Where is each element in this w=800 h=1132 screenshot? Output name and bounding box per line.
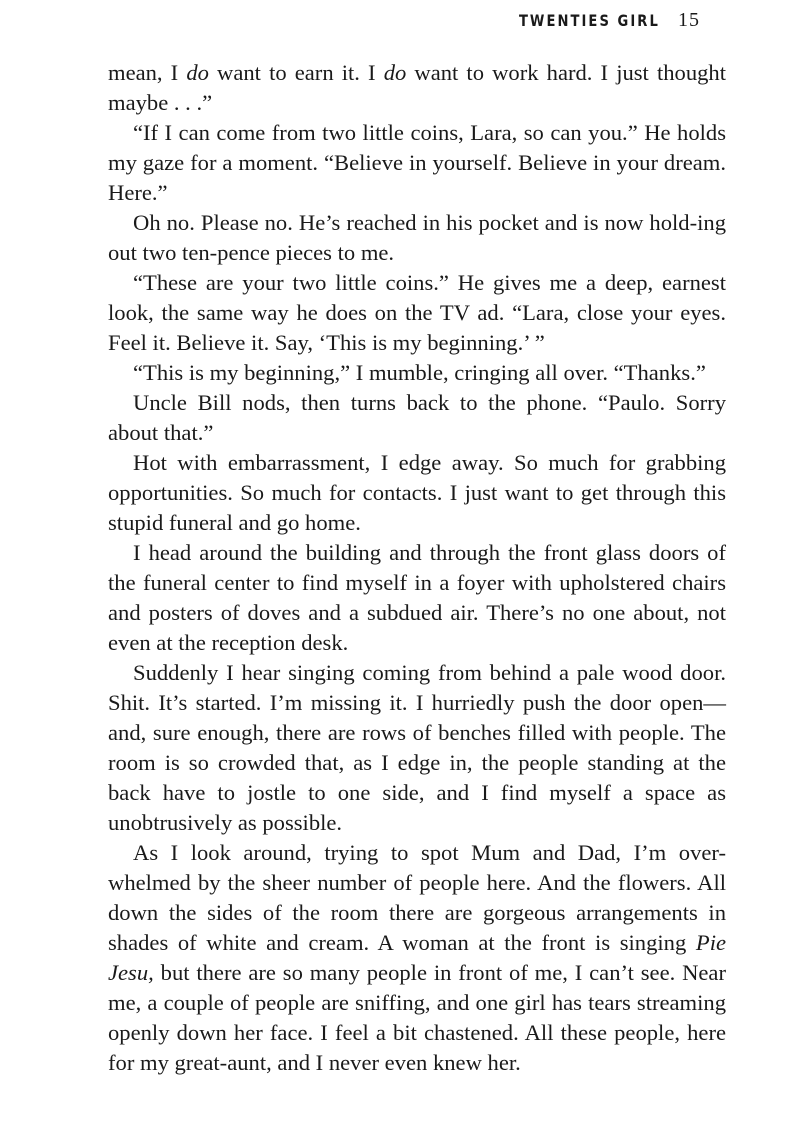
paragraph xyxy=(108,208,726,268)
italic-text: do xyxy=(383,60,407,85)
text-run: want to work hard. I just thought maybe . . .” xyxy=(108,60,726,115)
text-run: Uncle Bill nods, then turns back to the phone. “Paulo. Sorry about that.” xyxy=(108,390,726,445)
paragraph xyxy=(108,388,726,448)
paragraph xyxy=(108,838,726,1078)
running-title: TWENTIES GIRL xyxy=(519,11,660,30)
paragraph xyxy=(108,268,726,358)
text-run: “This is my beginning,” I mumble, cringing all over. “Thanks.” xyxy=(133,360,706,385)
text-run: mean, I xyxy=(108,60,187,85)
text-run: “These are your two little coins.” He gives me a deep, earnest look, the same way he does on the TV ad. “Lara, close your eyes. Feel it. Believe it. Say, ‘This is my beginning.’ ” xyxy=(108,270,726,355)
body-text xyxy=(108,58,726,1078)
text-run: As I look around, trying to spot Mum and Dad, I’m over-whelmed by the sheer number of people here. And the flowers. All down the sides of the room there are gorgeous arrangements in shades of white and cream. A woman at the front is singing xyxy=(108,840,726,955)
paragraph xyxy=(108,58,726,118)
text-run: but there are so many people in front of me, I can’t see. Near me, a couple of people are sniffing, and one girl has tears streaming openly down her face. I feel a bit chastened. All these people, here for my great-aunt, and I never even knew her. xyxy=(108,960,726,1075)
text-run: “If I can come from two little coins, Lara, so can you.” He holds my gaze for a moment. “Believe in yourself. Believe in your dream. Here.” xyxy=(108,120,726,205)
italic-text: Pie Jesu, xyxy=(108,930,726,985)
text-run: Hot with embarrassment, I edge away. So much for grabbing opportunities. So much for contacts. I just want to get through this stupid funeral and go home. xyxy=(108,450,726,535)
text-run: I head around the building and through the front glass doors of the funeral center to find myself in a foyer with upholstered chairs and posters of doves and a subdued air. There’s no one about, not even at the reception desk. xyxy=(108,540,726,655)
paragraph xyxy=(108,658,726,838)
italic-text: do xyxy=(186,60,209,85)
paragraph xyxy=(108,358,726,388)
paragraph xyxy=(108,538,726,658)
text-run: Oh no. Please no. He’s reached in his pocket and is now hold-ing out two ten-pence pieces to me. xyxy=(108,210,726,265)
paragraph xyxy=(108,118,726,208)
text-run: Suddenly I hear singing coming from behind a pale wood door. Shit. It’s started. I’m missing it. I hurriedly push the door open—and, sure enough, there are rows of benches filled with people. The room is so crowded that, as I edge in, the people standing at the back have to jostle to one side, and I find myself a space as unobtrusively as possible. xyxy=(108,660,726,835)
text-run: want to earn it. I xyxy=(208,60,384,85)
paragraph xyxy=(108,448,726,538)
running-header xyxy=(488,8,700,33)
page-number: 15 xyxy=(678,9,700,31)
